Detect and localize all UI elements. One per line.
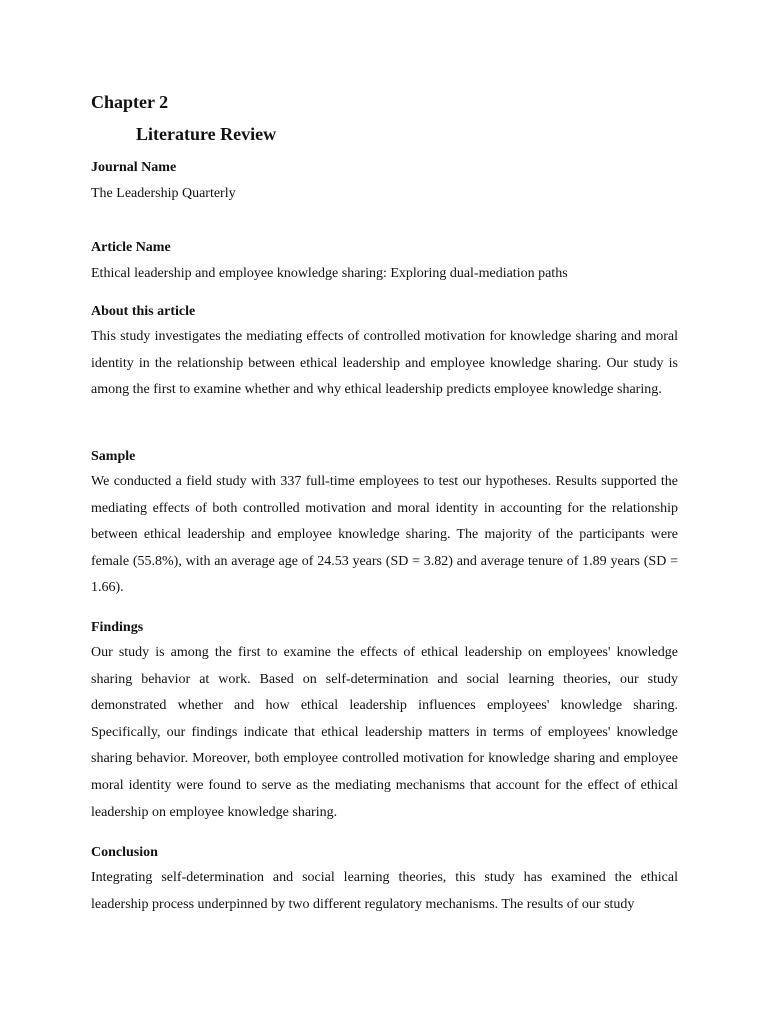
conclusion-text: Integrating self-determination and social learning theories, this study has examined the ethical leadership process underpinned by two different regulatory mechanisms. The results of our study (91, 870, 678, 912)
chapter-title: Chapter 2 (91, 92, 169, 112)
findings-text: Our study is among the first to examine the effects of ethical leadership on employees' knowledge sharing behavior at work. Based on self-determination and social learning theories, our study demonstrated whether and how ethical leadership influences employees' knowledge sharing. Specifically, our findings indicate that ethical leadership matters in terms of employees' knowledge sharing behavior. Moreover, both employee controlled motivation for knowledge sharing and employee moral identity were found to serve as the mediating mechanisms that account for the effect of ethical leadership on employee knowledge sharing. (91, 645, 678, 820)
about-article-heading: About this article (91, 304, 196, 319)
findings-heading: Findings (91, 620, 144, 635)
journal-name-heading: Journal Name (91, 160, 177, 175)
section-title: Literature Review (136, 124, 277, 144)
sample-heading: Sample (91, 449, 136, 464)
journal-name-value: The Leadership Quarterly (91, 186, 236, 201)
sample-text: We conducted a field study with 337 full-time employees to test our hypotheses. Results supported the mediating effects of both controlled motivation and moral identity in accounting for the relationship between ethical leadership and employee knowledge sharing. The majority of the participants were female (55.8%), with an average age of 24.53 years (SD = 3.82) and average tenure of 1.89 years (SD = 1.66). (91, 474, 678, 596)
about-article-text: This study investigates the mediating effects of controlled motivation for knowledge sharing and moral identity in the relationship between ethical leadership and employee knowledge sharing. Our study is among the first to examine whether and why ethical leadership predicts employee knowledge sharing. (91, 329, 678, 398)
article-name-heading: Article Name (91, 240, 171, 255)
article-name-value: Ethical leadership and employee knowledge sharing: Exploring dual-mediation paths (91, 266, 568, 281)
conclusion-heading: Conclusion (91, 845, 158, 860)
